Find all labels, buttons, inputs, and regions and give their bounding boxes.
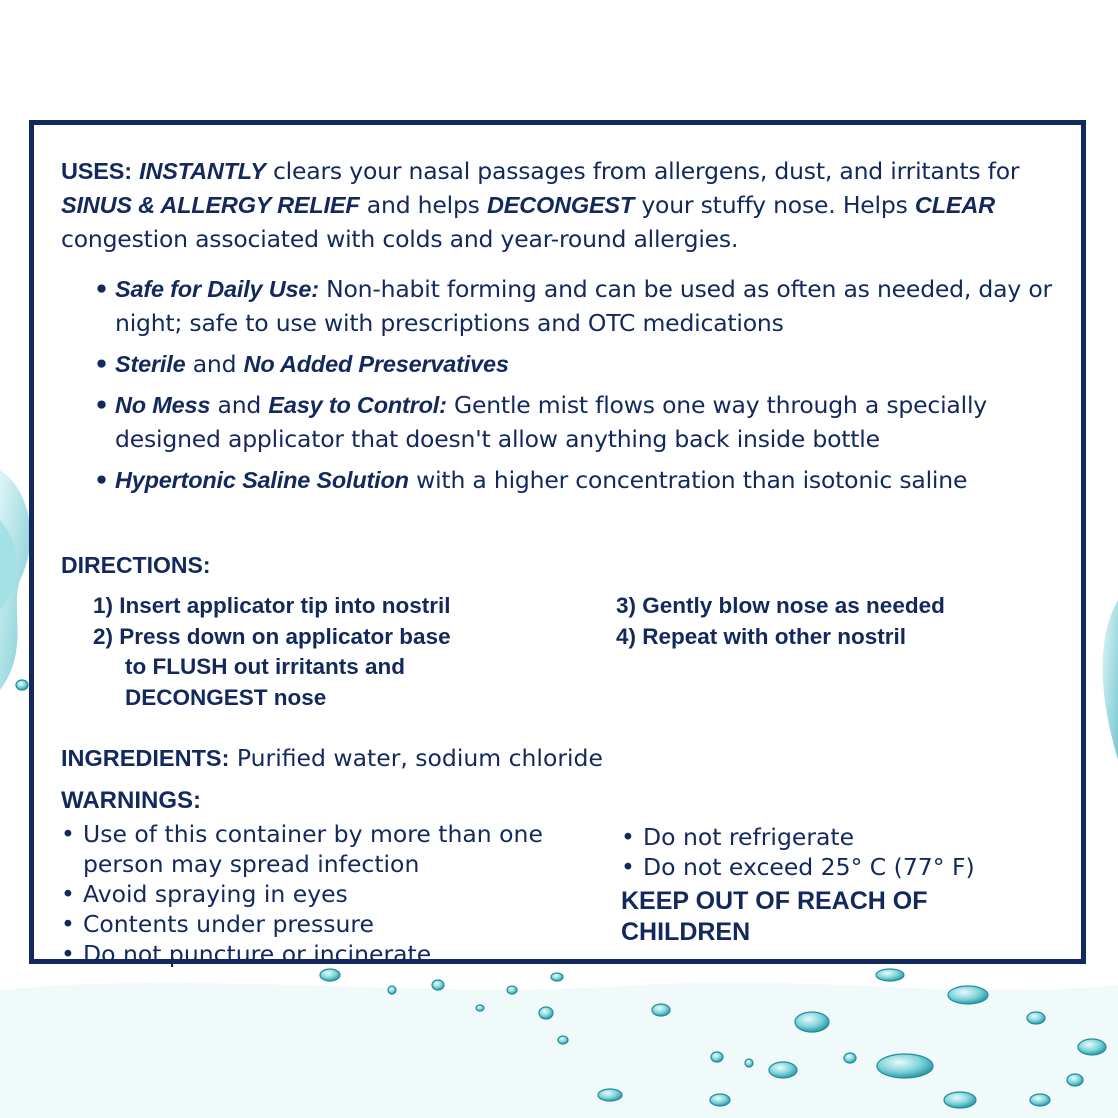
direction-step-1: 1) Insert applicator tip into nostril <box>93 593 451 618</box>
warning-item: • Avoid spraying in eyes <box>61 879 601 909</box>
ingredients-text: Purified water, sodium chloride <box>229 744 603 772</box>
warning-item: • Do not refrigerate <box>621 822 1041 852</box>
warning-item: • Contents under pressure <box>61 909 601 939</box>
direction-step-2-line-2: to FLUSH out irritants and <box>125 654 405 679</box>
warning-item: • Do not exceed 25° C (77° F) <box>621 852 1041 882</box>
benefit-sterile <box>94 347 1061 381</box>
benefit-no-mess <box>94 388 1061 456</box>
benefit-hypertonic-text: with a higher concentration than isotonic saline <box>408 466 968 494</box>
ingredients-line <box>61 744 603 772</box>
panel-content <box>61 154 1061 968</box>
benefit-hypertonic-title: Hypertonic Saline Solution <box>115 467 409 493</box>
benefit-no-mess-title: No Mess <box>115 392 211 418</box>
benefit-no-mess-and: and <box>210 391 269 419</box>
uses-paragraph <box>61 154 1061 256</box>
uses-emphasis-clear: CLEAR <box>914 192 995 218</box>
directions-right-column <box>616 591 1046 652</box>
uses-text-1: clears your nasal passages from allergens, dust, and irritants for <box>265 157 1020 185</box>
uses-text-2: and helps <box>359 191 487 219</box>
uses-emphasis-instantly: INSTANTLY <box>139 158 266 184</box>
keep-out-of-reach-notice: KEEP OUT OF REACH OF CHILDREN <box>621 887 928 946</box>
benefit-daily-use-title: Safe for Daily Use: <box>115 276 319 302</box>
direction-step-3: 3) Gently blow nose as needed <box>616 593 945 618</box>
benefit-no-preservatives-title: No Added Preservatives <box>243 351 509 377</box>
direction-step-4: 4) Repeat with other nostril <box>616 623 907 649</box>
benefits-list <box>61 272 1061 497</box>
directions-left-column <box>93 591 573 713</box>
benefit-daily-use-text: Non-habit forming and can be used as often as needed, day or night; safe to use with prescriptions and OTC medications <box>115 275 1052 337</box>
warnings-left-list <box>61 819 601 969</box>
benefit-easy-control-title: Easy to Control: <box>268 392 447 418</box>
uses-label: USES: <box>61 158 132 184</box>
warning-item: • Use of this container by more than one person may spread infection <box>61 819 601 879</box>
uses-emphasis-sinus-allergy: SINUS & ALLERGY RELIEF <box>61 192 360 218</box>
uses-emphasis-decongest: DECONGEST <box>487 192 635 218</box>
warning-item: • Do not puncture or incinerate <box>61 939 601 969</box>
benefit-daily-use <box>94 272 1061 340</box>
uses-text-3: your stuffy nose. Helps <box>634 191 915 219</box>
benefit-sterile-title: Sterile <box>115 351 186 377</box>
direction-step-2-line-1: 2) Press down on applicator base <box>93 623 451 649</box>
warnings-heading: WARNINGS: <box>61 787 201 814</box>
ingredients-label: INGREDIENTS: <box>61 745 230 771</box>
benefit-no-mess-text: Gentle mist flows one way through a specially designed applicator that doesn't allow anything back inside bottle <box>115 391 987 453</box>
direction-step-2-line-3: DECONGEST nose <box>125 684 327 710</box>
warnings-right-list <box>621 822 1041 882</box>
benefit-hypertonic <box>94 463 1061 497</box>
direction-step-2 <box>93 622 573 714</box>
directions-heading: DIRECTIONS: <box>61 552 211 578</box>
uses-text-4: congestion associated with colds and year-round allergies. <box>61 225 739 253</box>
benefit-sterile-and: and <box>185 350 244 378</box>
info-panel <box>29 120 1086 968</box>
